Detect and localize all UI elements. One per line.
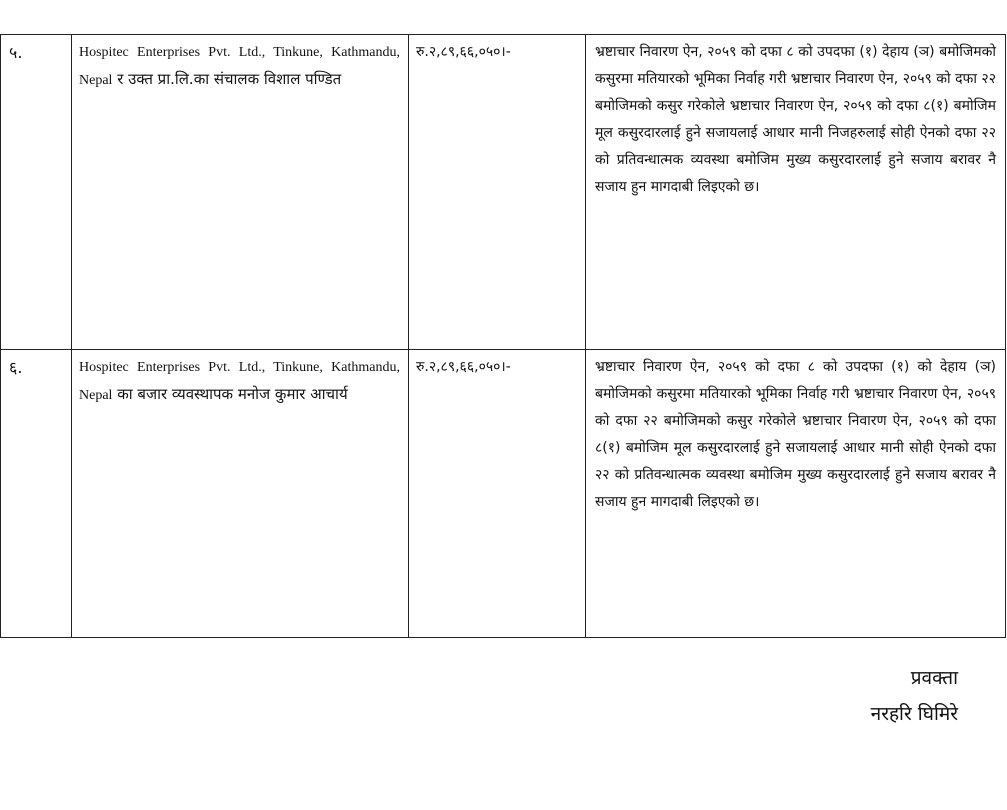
claim-amount: रु.२,८९,६६,०५०।- xyxy=(416,359,511,375)
accused-person: र उक्त प्रा.लि.का संचालक विशाल पण्डित xyxy=(112,70,342,88)
table-row xyxy=(1,35,1006,350)
charge-description: भ्रष्टाचार निवारण ऐन, २०५९ को दफा ८ को उपदफा (१) देहाय (ञ) बमोजिमको कसुरमा मतियारको भूमिका निर्वाह गरी भ्रष्टाचार निवारण ऐन, २०५९ को दफा २२ बमोजिमको कसुर गरेकोले भ्रष्टाचार निवारण ऐन, २०५९ को दफा ८(१) बमोजिम मूल कसुरदारलाई हुने सजायलाई आधार मानी निजहरुलाई सोही ऐनको दफा २२ को प्रतिवन्धात्मक व्यवस्था बमोजिम मुख्य कसुरदारलाई हुने सजाय बरावर नै सजाय हुन मागदाबी लिइएको छ। xyxy=(595,44,996,195)
accused-cell xyxy=(72,350,409,638)
serial-number: ५. xyxy=(1,35,72,350)
accused-person: का बजार व्यवस्थापक मनोज कुमार आचार्य xyxy=(112,385,348,403)
claim-amount: रु.२,८९,६६,०५०।- xyxy=(416,44,511,60)
amount-cell xyxy=(409,35,586,350)
accused-company: Hospitec Enterprises Pvt. Ltd., Tinkune, Kathmandu, Nepal xyxy=(79,360,400,403)
signatory-name: नरहरि घिमिरे xyxy=(870,703,958,725)
signatory-title: प्रवक्ता xyxy=(910,667,958,689)
description-cell xyxy=(586,350,1006,638)
table-row xyxy=(1,350,1006,638)
description-cell xyxy=(586,35,1006,350)
serial-number: ६. xyxy=(1,350,72,638)
accused-text xyxy=(72,35,408,94)
charge-description: भ्रष्टाचार निवारण ऐन, २०५९ को दफा ८ को उपदफा (१) को देहाय (ञ) बमोजिमको कसुरमा मतियारको भूमिका निर्वाह गरी भ्रष्टाचार निवारण ऐन, २०५९ को दफा २२ बमोजिमको कसुर गरेकोले भ्रष्टाचार निवारण ऐन, २०५९ को दफा ८(१) बमोजिम मूल कसुरदारलाई हुने सजायलाई आधार मानी सोही ऐनको दफा २२ को प्रतिवन्धात्मक व्यवस्था बमोजिम मुख्य कसुरदारलाई हुने सजाय बरावर नै सजाय हुन मागदाबी लिइएको छ। xyxy=(595,359,996,510)
accused-cell xyxy=(72,35,409,350)
case-table xyxy=(0,34,1006,638)
amount-cell xyxy=(409,350,586,638)
accused-company: Hospitec Enterprises Pvt. Ltd., Tinkune, Kathmandu, Nepal xyxy=(79,45,400,88)
accused-text xyxy=(72,350,408,409)
